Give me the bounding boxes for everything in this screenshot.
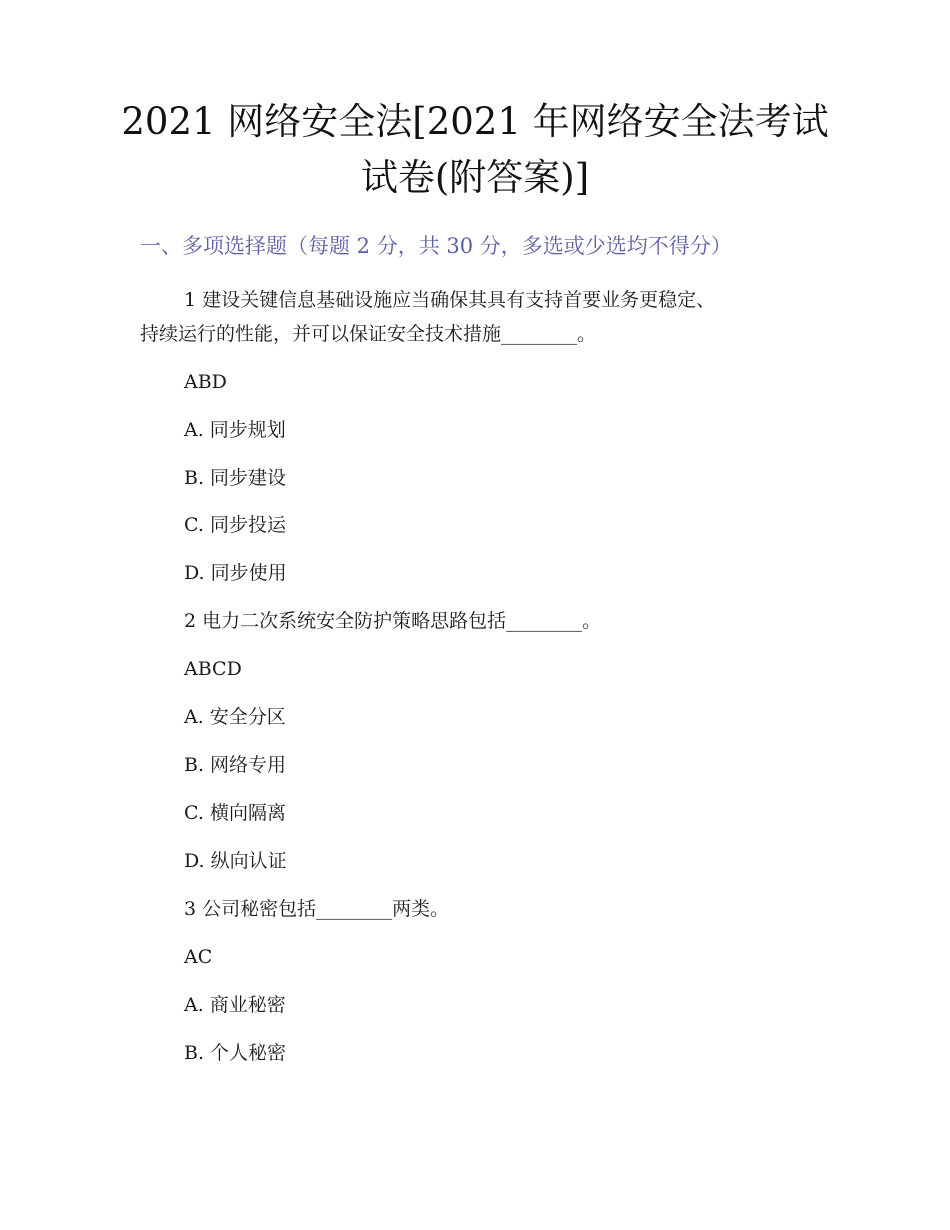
question-2-stem: 2 电力二次系统安全防护策略思路包括________。 xyxy=(184,610,602,632)
question-2-option-d: D. 纵向认证 xyxy=(184,850,287,872)
question-1-option-d: D. 同步使用 xyxy=(184,562,287,584)
question-3-answer: AC xyxy=(184,946,213,968)
question-2-option-c: C. 横向隔离 xyxy=(184,802,286,824)
question-1-answer: ABD xyxy=(184,371,227,393)
document-title-line-1: 2021 网络安全法[2021 年网络安全法考试 xyxy=(121,100,829,143)
section-heading: 一、多项选择题（每题 2 分，共 30 分，多选或少选均不得分） xyxy=(140,234,732,258)
question-1-stem-line-1: 1 建设关键信息基础设施应当确保其具有支持首要业务更稳定、 xyxy=(184,289,716,311)
question-2-option-a: A. 安全分区 xyxy=(184,706,286,728)
question-2-option-b: B. 网络专用 xyxy=(184,754,287,776)
document-title-line-2: 试卷(附答案)] xyxy=(360,156,590,199)
question-3-stem: 3 公司秘密包括________两类。 xyxy=(184,898,450,920)
question-1-option-b: B. 同步建设 xyxy=(184,467,287,489)
question-1-stem-line-2: 持续运行的性能，并可以保证安全技术措施________。 xyxy=(140,323,597,345)
question-1-option-a: A. 同步规划 xyxy=(184,419,286,441)
question-3-option-b: B. 个人秘密 xyxy=(184,1042,287,1064)
question-1-option-c: C. 同步投运 xyxy=(184,514,286,536)
question-3-option-a: A. 商业秘密 xyxy=(184,994,286,1016)
question-2-answer: ABCD xyxy=(184,658,242,680)
